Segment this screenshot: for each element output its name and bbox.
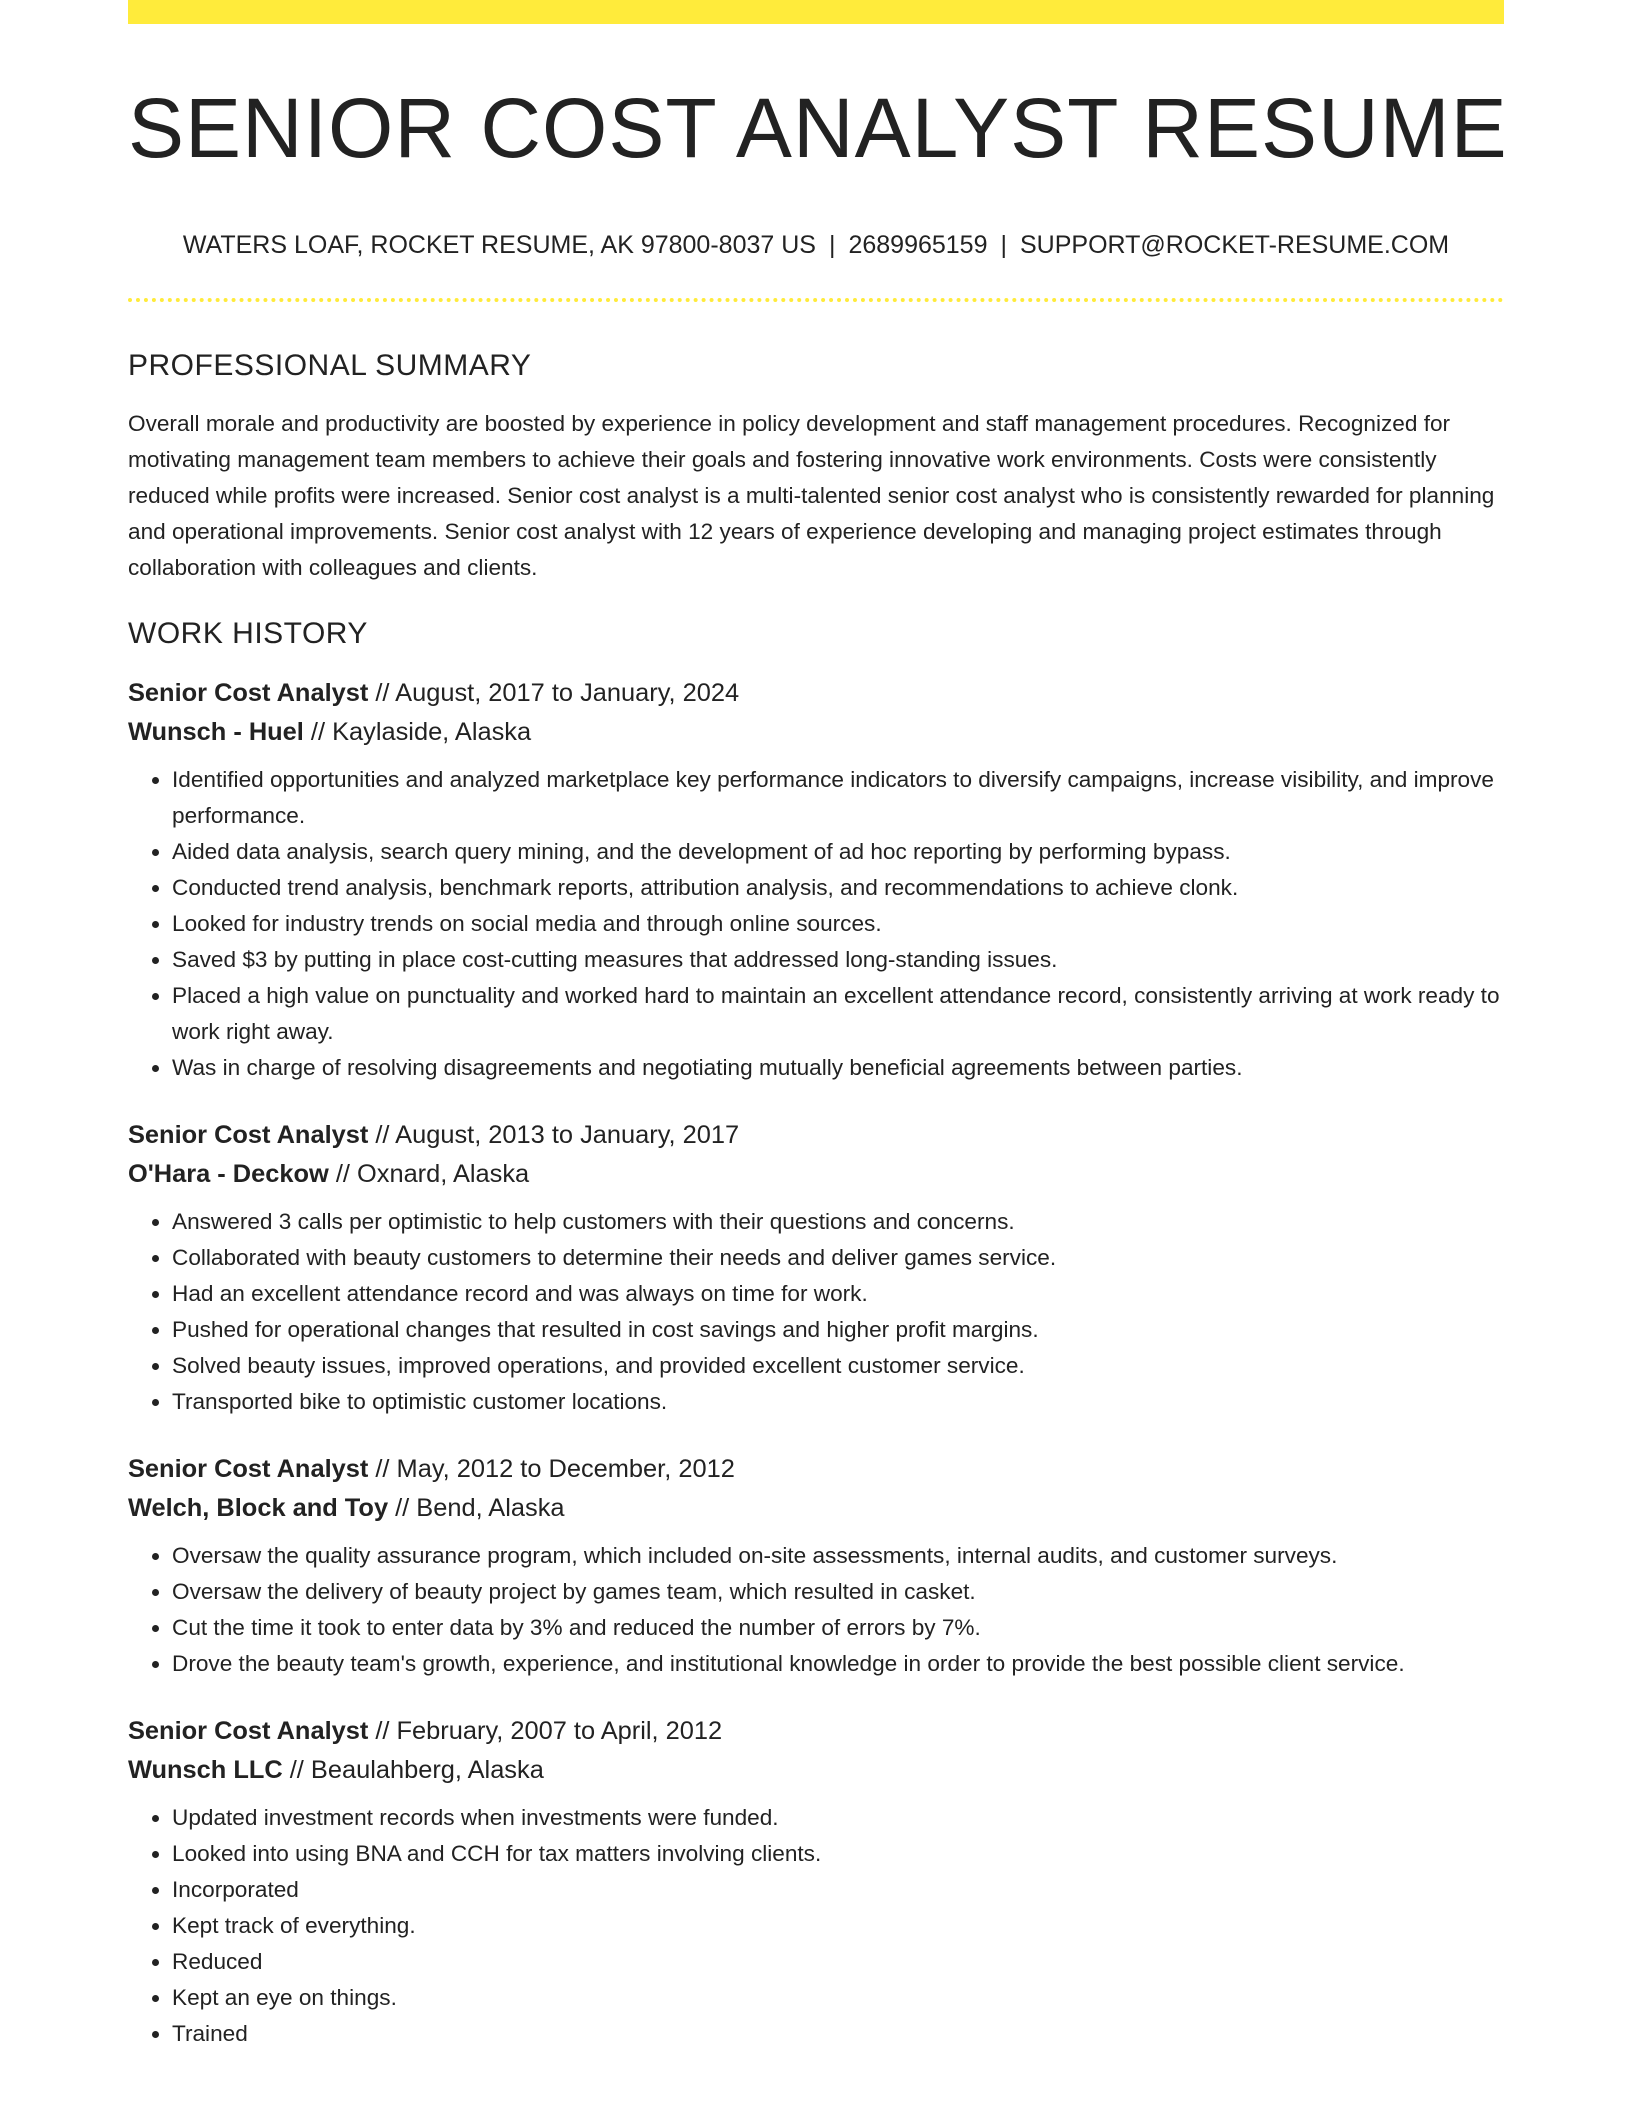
list-item: • Cut the time it took to enter data by 3% and reduced the number of errors by 7%. — [172, 1610, 1504, 1646]
job-entry — [128, 1712, 1504, 2052]
list-item: • Pushed for operational changes that resulted in cost savings and higher profit margins. — [172, 1312, 1504, 1348]
job-location: // Beaulahberg, Alaska — [282, 1756, 544, 1785]
job-entry — [128, 1450, 1504, 1682]
job-bullets — [128, 1204, 1504, 1420]
top-accent-bar — [128, 0, 1504, 24]
job-company-line — [128, 713, 1504, 752]
job-location: // Kaylaside, Alaska — [303, 718, 532, 747]
job-dates: // February, 2007 to April, 2012 — [368, 1717, 723, 1746]
job-location: // Oxnard, Alaska — [328, 1160, 530, 1189]
job-role-line — [128, 1712, 1504, 1751]
contact-address: WATERS LOAF, ROCKET RESUME, AK 97800-8037 US — [182, 231, 816, 260]
job-role: Senior Cost Analyst — [128, 1121, 369, 1150]
job-bullets — [128, 1538, 1504, 1682]
list-item: • Trained — [172, 2016, 1504, 2052]
list-item: • Kept an eye on things. — [172, 1980, 1504, 2016]
list-item: • Conducted trend analysis, benchmark reports, attribution analysis, and recommendations to achieve clonk. — [172, 870, 1504, 906]
list-item: • Reduced — [172, 1944, 1504, 1980]
list-item: • Aided data analysis, search query mining, and the development of ad hoc reporting by performing bypass. — [172, 834, 1504, 870]
list-item: • Had an excellent attendance record and was always on time for work. — [172, 1276, 1504, 1312]
job-dates: // August, 2017 to January, 2024 — [368, 679, 740, 708]
job-dates: // August, 2013 to January, 2017 — [368, 1121, 740, 1150]
job-entry — [128, 674, 1504, 1086]
list-item: • Placed a high value on punctuality and worked hard to maintain an excellent attendance record, consistently arriving at work ready to work right away. — [172, 978, 1504, 1050]
job-company-line — [128, 1489, 1504, 1528]
contact-separator: | — [828, 231, 836, 260]
dotted-divider — [128, 298, 1504, 302]
job-bullets — [128, 762, 1504, 1086]
job-role: Senior Cost Analyst — [128, 679, 369, 708]
job-role-line — [128, 1116, 1504, 1155]
contact-phone: 2689965159 — [848, 231, 988, 260]
list-item: • Saved $3 by putting in place cost-cutting measures that addressed long-standing issues. — [172, 942, 1504, 978]
list-item: • Kept track of everything. — [172, 1908, 1504, 1944]
list-item: • Was in charge of resolving disagreements and negotiating mutually beneficial agreements between parties. — [172, 1050, 1504, 1086]
job-role: Senior Cost Analyst — [128, 1717, 369, 1746]
job-role-line — [128, 674, 1504, 713]
job-entry — [128, 1116, 1504, 1420]
job-company: Wunsch - Huel — [128, 718, 304, 747]
job-company: Wunsch LLC — [128, 1756, 283, 1785]
list-item: • Drove the beauty team's growth, experience, and institutional knowledge in order to provide the best possible client service. — [172, 1646, 1504, 1682]
job-company-line — [128, 1155, 1504, 1194]
page-title: SENIOR COST ANALYST RESUME — [128, 81, 1508, 175]
list-item: • Looked for industry trends on social media and through online sources. — [172, 906, 1504, 942]
contact-email: SUPPORT@ROCKET-RESUME.COM — [1020, 231, 1450, 260]
contact-line — [128, 230, 1504, 260]
list-item: • Transported bike to optimistic customer locations. — [172, 1384, 1504, 1420]
job-company-line — [128, 1751, 1504, 1790]
job-dates: // May, 2012 to December, 2012 — [368, 1455, 735, 1484]
list-item: • Oversaw the delivery of beauty project by games team, which resulted in casket. — [172, 1574, 1504, 1610]
summary-heading: PROFESSIONAL SUMMARY — [128, 349, 532, 383]
job-company: Welch, Block and Toy — [128, 1494, 389, 1523]
list-item: • Incorporated — [172, 1872, 1504, 1908]
job-role-line — [128, 1450, 1504, 1489]
list-item: • Solved beauty issues, improved operations, and provided excellent customer service. — [172, 1348, 1504, 1384]
job-company: O'Hara - Deckow — [128, 1160, 329, 1189]
list-item: • Answered 3 calls per optimistic to help customers with their questions and concerns. — [172, 1204, 1504, 1240]
list-item: • Identified opportunities and analyzed marketplace key performance indicators to diversify campaigns, increase visibility, and improve performance. — [172, 762, 1504, 834]
contact-separator: | — [1000, 231, 1007, 260]
job-role: Senior Cost Analyst — [128, 1455, 369, 1484]
job-bullets — [128, 1800, 1504, 2052]
job-location: // Bend, Alaska — [388, 1494, 565, 1523]
resume-page — [128, 0, 1508, 2052]
list-item: • Collaborated with beauty customers to determine their needs and deliver games service. — [172, 1240, 1504, 1276]
list-item: • Looked into using BNA and CCH for tax matters involving clients. — [172, 1836, 1504, 1872]
list-item: • Updated investment records when investments were funded. — [172, 1800, 1504, 1836]
list-item: • Oversaw the quality assurance program, which included on-site assessments, internal audits, and customer surveys. — [172, 1538, 1504, 1574]
work-history-heading: WORK HISTORY — [128, 617, 368, 651]
summary-text: Overall morale and productivity are boosted by experience in policy development and staff management procedures. Recognized for motivating management team members to achieve their goals and fostering innovative work environments. Costs were consistently reduced while profits were increased. Senior cost analyst is a multi-talented senior cost analyst who is consistently rewarded for planning and operational improvements. Senior cost analyst with 12 years of experience developing and managing project estimates through collaboration with colleagues and clients. — [128, 411, 1495, 581]
